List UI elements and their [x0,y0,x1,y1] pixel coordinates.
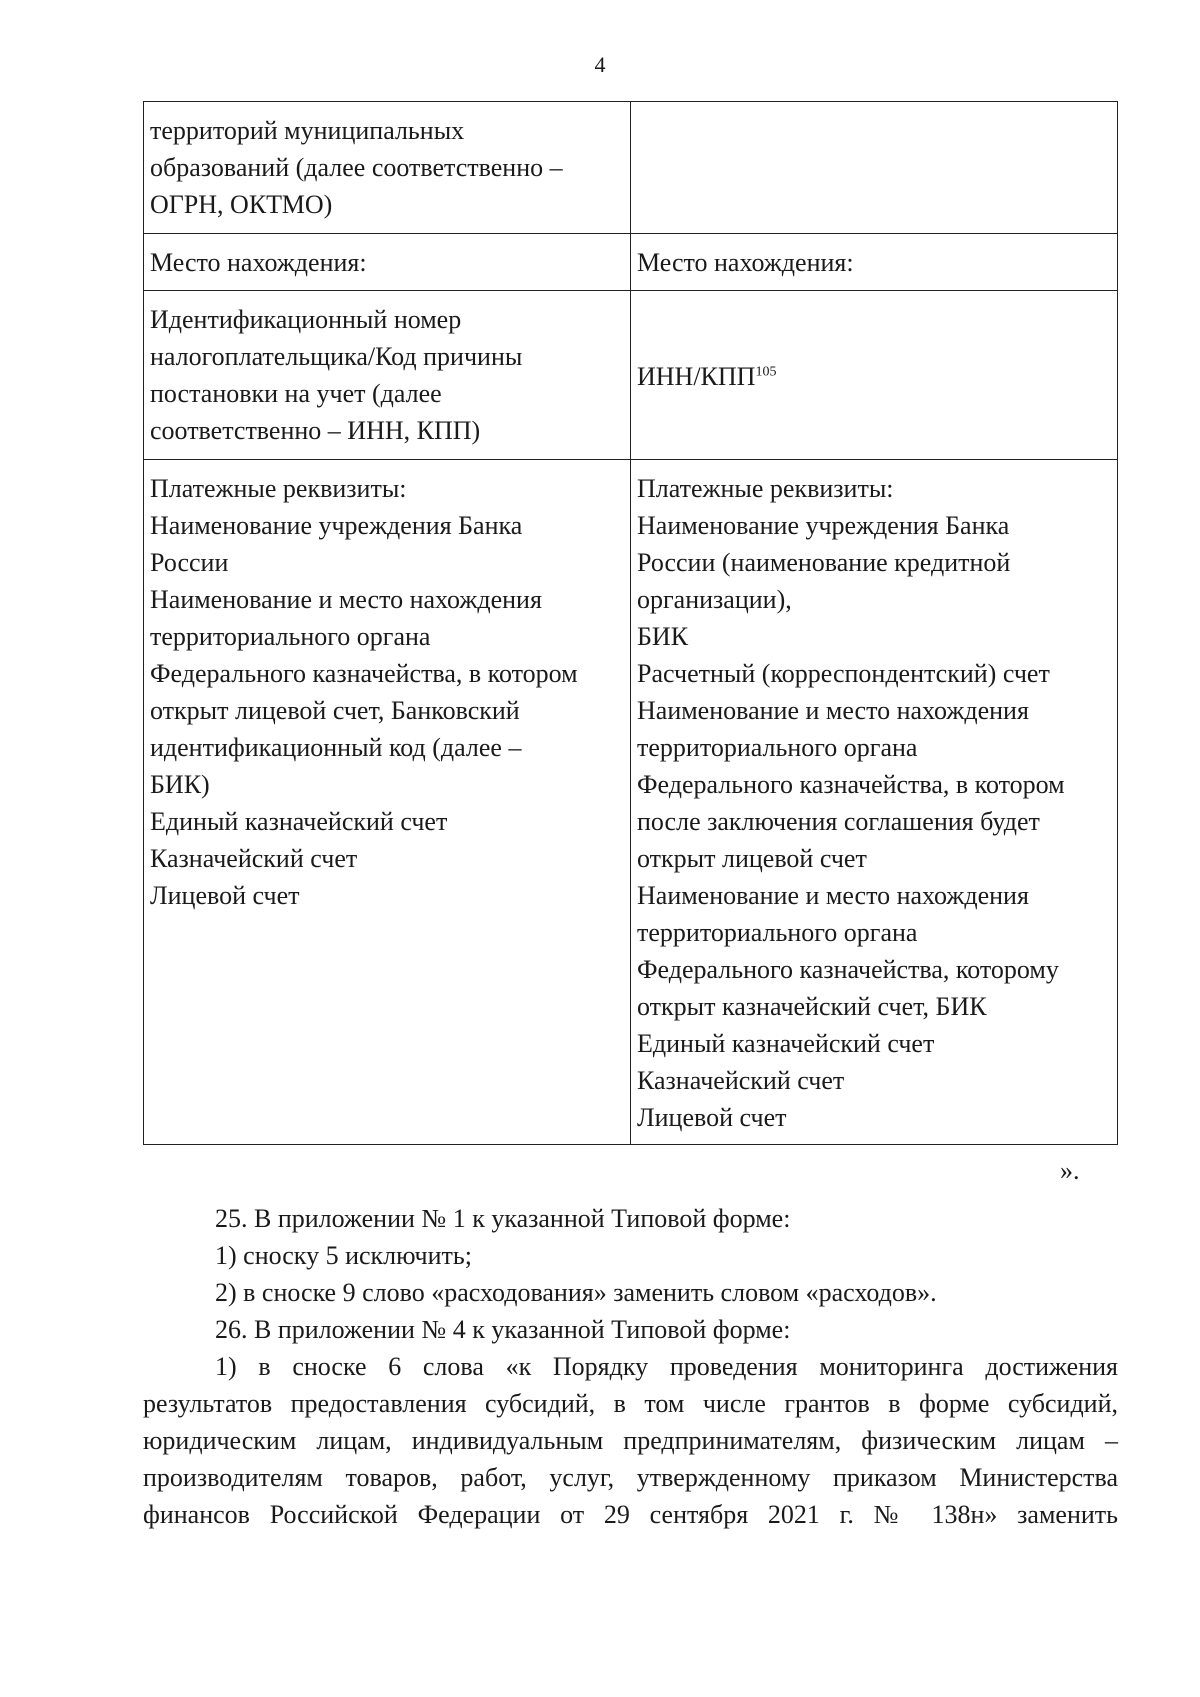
cell-line: Наименование и место нахождения [637,696,1029,725]
cell-line: Федерального казначейства, которому [637,955,1059,984]
table-row [144,102,1118,234]
cell-line: организации), [637,585,792,614]
cell-line: открыт лицевой счет [637,844,867,873]
cell-line: Платежные реквизиты: [637,474,894,503]
cell-line: территориального органа [637,918,918,947]
table-row [144,460,1118,1145]
cell-line: Федерального казначейства, в котором [637,770,1065,799]
cell-line: ОГРН, ОКТМО) [150,190,333,219]
footnote-marker: 105 [755,363,777,379]
table-cell-right [631,234,1118,291]
cell-line: образований (далее соответственно – [150,153,563,182]
cell-line: России (наименование кредитной [637,548,1011,577]
cell-line: Казначейский счет [150,844,358,873]
page-number: 4 [594,52,606,77]
cell-line: Наименование и место нахождения [150,585,542,614]
cell-line: Наименование учреждения Банка [637,511,1010,540]
cell-line: Единый казначейский счет [150,807,448,836]
paragraph-line: результатов предоставления субсидий, в том числе грантов в форме субсидий, [143,1389,1118,1418]
paragraph: 25. В приложении № 1 к указанной Типовой форме: [215,1204,791,1233]
table-row [144,234,1118,291]
table-cell-right [631,102,1118,234]
table-cell-right [631,460,1118,1145]
cell-line: после заключения соглашения будет [637,807,1040,836]
cell-line: Место нахождения: [637,248,854,277]
cell-line: России [150,548,229,577]
cell-line: соответственно – ИНН, КПП) [150,416,481,445]
cell-line: Лицевой счет [150,881,300,910]
table-row [144,291,1118,460]
paragraph: 26. В приложении № 4 к указанной Типовой форме: [215,1315,791,1344]
table-cell-left [144,291,631,460]
table-cell-right [631,291,1118,460]
paragraph-line: финансов Российской Федерации от 29 сентября 2021 г. № 138н» заменить [143,1500,1118,1529]
cell-line: открыт лицевой счет, Банковский [150,696,520,725]
paragraph: 2) в сноске 9 слово «расходования» заменить словом «расходов». [215,1278,937,1307]
paragraph-line: юридическим лицам, индивидуальным предпринимателям, физическим лицам – [143,1426,1118,1455]
paragraph-line: 1) в сноске 6 слова «к Порядку проведения мониторинга достижения [215,1352,1118,1381]
cell-line: постановки на учет (далее [150,379,442,408]
cell-line: Место нахождения: [150,248,367,277]
cell-line: Федерального казначейства, в котором [150,659,578,688]
cell-line: Лицевой счет [637,1103,787,1132]
cell-line: идентификационный код (далее – [150,733,522,762]
amendment-text [143,1200,1118,1533]
cell-line: открыт казначейский счет, БИК [637,992,987,1021]
cell-line: БИК) [150,770,210,799]
requisites-table [143,101,1118,1145]
table-cell-left [144,234,631,291]
table-cell-left [144,102,631,234]
closing-quote: ». [1060,1156,1080,1185]
inn-kpp-label: ИНН/КПП [637,361,756,391]
paragraph-line: производителям товаров, работ, услуг, утвержденному приказом Министерства [143,1463,1118,1492]
cell-line: налогоплательщика/Код причины [150,342,523,371]
cell-line: территорий муниципальных [150,116,465,145]
cell-line: Наименование и место нахождения [637,881,1029,910]
table-cell-left [144,460,631,1145]
cell-line: территориального органа [637,733,918,762]
cell-line: Наименование учреждения Банка [150,511,523,540]
cell-line: Расчетный (корреспондентский) счет [637,659,1050,688]
paragraph-footnote-6 [143,1348,1118,1533]
paragraph: 1) сноску 5 исключить; [215,1241,472,1270]
cell-line: БИК [637,622,689,651]
cell-line: Казначейский счет [637,1066,845,1095]
cell-line: Платежные реквизиты: [150,474,407,503]
cell-line: Единый казначейский счет [637,1029,935,1058]
cell-line: территориального органа [150,622,431,651]
cell-line: Идентификационный номер [150,305,462,334]
